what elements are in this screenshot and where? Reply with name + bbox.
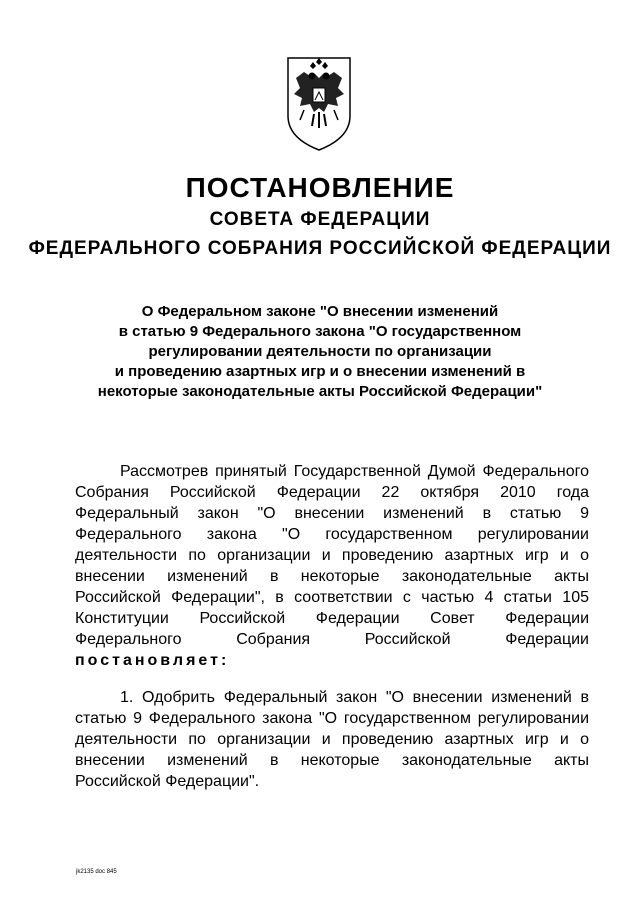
paragraph-line: деятельности по организации и проведению азартных игр и о [75, 547, 589, 564]
subject-line: и проведению азартных игр и о внесении изменений в [114, 363, 526, 380]
document-subject [80, 302, 560, 402]
paragraph-line: Федерального Собрания Российской Федерации [75, 631, 589, 648]
paragraph-line: статью 9 Федерального закона "О государственном регулировании [75, 710, 589, 727]
resolves-line [75, 650, 589, 671]
paragraph-line: Федерального закона "О государственном регулировании [75, 526, 589, 543]
issuer-line-1: СОВЕТА ФЕДЕРАЦИИ [209, 209, 431, 230]
paragraph-line: Федеральный закон "О внесении изменений в статью 9 [75, 505, 589, 522]
russian-coat-of-arms-icon [282, 54, 356, 154]
subject-line: некоторые законодательные акты Российской Федерации" [97, 383, 543, 400]
subject-line: регулировании деятельности по организации [148, 343, 492, 360]
subject-line: в статью 9 Федерального закона "О государственном [118, 323, 522, 340]
paragraph-line: Конституции Российской Федерации Совет Федерации [75, 610, 589, 627]
paragraph-line: Рассмотрев принятый Государственной Думой Федерального [120, 463, 589, 480]
paragraph-line: Собрания Российской Федерации 22 октября 2010 года [75, 484, 589, 501]
paragraph-line: внесении изменений в некоторые законодательные акты [75, 568, 589, 585]
paragraph-line: внесении изменений в некоторые законодательные акты [75, 752, 589, 769]
resolves-word: постановляет: [75, 652, 230, 669]
paragraph-line: Российской Федерации". [75, 773, 260, 790]
paragraph-considering [75, 461, 589, 671]
document-title: ПОСТАНОВЛЕНИЕ [185, 172, 455, 203]
subject-line: О Федеральном законе "О внесении изменений [141, 303, 499, 320]
paragraph-line: 1. Одобрить Федеральный закон "О внесении изменений в [120, 689, 589, 706]
document-code: jk2135 doc 845 [76, 869, 117, 875]
paragraph-approve [75, 687, 589, 792]
paragraph-line: Российской Федерации", в соответствии с частью 4 статьи 105 [75, 589, 589, 606]
paragraph-line: деятельности по организации и проведению азартных игр и о [75, 731, 589, 748]
issuer-line-2: ФЕДЕРАЛЬНОГО СОБРАНИЯ РОССИЙСКОЙ ФЕДЕРАЦИИ [28, 238, 612, 259]
